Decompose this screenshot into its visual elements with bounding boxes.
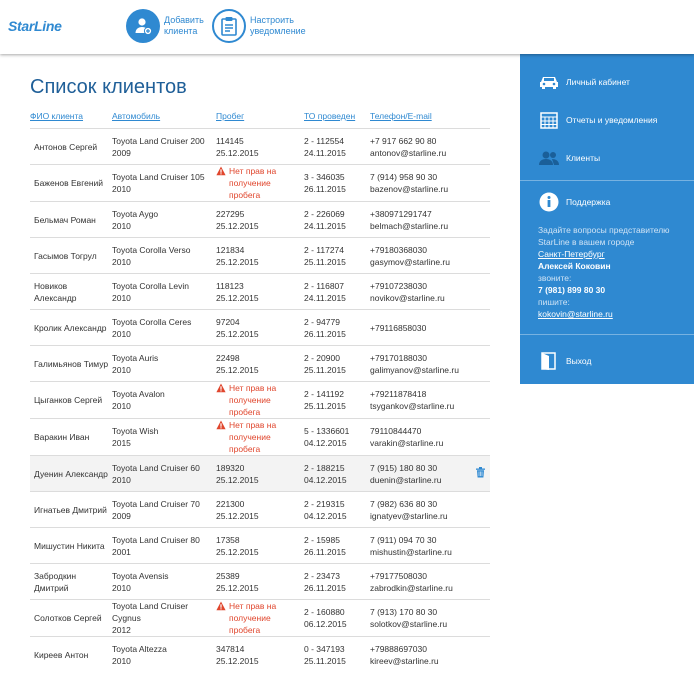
no-rights-warning xyxy=(216,165,304,201)
car-model: Toyota Altezza xyxy=(112,643,167,654)
starline-logo[interactable]: StarLine xyxy=(8,18,62,34)
mileage-date: 25.12.2015 xyxy=(216,147,259,158)
warning-icon xyxy=(216,600,229,614)
client-email: solotkov@starline.ru xyxy=(370,619,448,629)
col-to[interactable]: ТО проведен xyxy=(304,111,356,121)
to-value: 0 - 347193 xyxy=(304,643,345,654)
to-value: 2 - 94779 xyxy=(304,316,340,327)
car-year: 2001 xyxy=(112,546,131,557)
sidebar-cabinet-label: Личный кабинет xyxy=(566,77,630,87)
client-email: ignatyev@starline.ru xyxy=(370,510,448,521)
to-date: 06.12.2015 xyxy=(304,619,347,629)
sidebar-support-label: Поддержка xyxy=(566,197,611,207)
table-row[interactable] xyxy=(30,492,490,528)
to-value: 2 - 141192 xyxy=(304,389,345,399)
sidebar xyxy=(520,54,694,384)
table-row[interactable] xyxy=(30,274,490,310)
client-name: Солотков Сергей xyxy=(34,613,102,623)
client-phone: +79116858030 xyxy=(370,322,427,333)
client-email: antonov@starline.ru xyxy=(370,147,447,158)
mileage-value: 118123 xyxy=(216,280,244,291)
to-value: 2 - 20900 xyxy=(304,352,340,363)
support-call-label: звоните: xyxy=(538,273,572,283)
client-phone: 7 (915) 180 80 30 xyxy=(370,462,438,473)
table-body xyxy=(30,129,490,673)
sidebar-divider xyxy=(520,334,694,335)
client-phone: 79110844470 xyxy=(370,426,422,436)
to-value: 2 - 23473 xyxy=(304,570,340,581)
col-name[interactable]: ФИО клиента xyxy=(30,111,84,121)
support-city-link[interactable]: Санкт-Петербург xyxy=(538,249,605,259)
support-phone: 7 (981) 899 80 30 xyxy=(538,285,606,295)
client-name: Гасымов Тогрул xyxy=(34,250,97,261)
table-row[interactable] xyxy=(30,528,490,564)
to-value: 2 - 160880 xyxy=(304,607,345,617)
warning-icon xyxy=(216,382,229,396)
support-rep-name: Алексей Коковин xyxy=(538,261,611,271)
client-name: Мишустин Никита xyxy=(34,540,105,551)
car-year: 2010 xyxy=(112,474,131,485)
client-phone: 7 (911) 094 70 30 xyxy=(370,534,437,545)
client-email: tsygankov@starline.ru xyxy=(370,401,455,411)
to-date: 04.12.2015 xyxy=(304,510,347,521)
client-name: Дуенин Александр xyxy=(34,468,108,479)
sidebar-reports-label: Отчеты и уведомления xyxy=(566,115,658,125)
client-phone: +79107238030 xyxy=(370,280,427,291)
add-user-icon xyxy=(126,9,160,43)
client-phone: 7 (982) 636 80 30 xyxy=(370,498,438,509)
car-model: Toyota Land Cruiser 60 xyxy=(112,462,200,473)
client-email: gasymov@starline.ru xyxy=(370,256,450,267)
client-phone: +79211878418 xyxy=(370,389,427,399)
col-mileage[interactable]: Пробег xyxy=(216,111,245,121)
no-rights-text: Нет прав на получение пробега xyxy=(229,166,277,200)
table-row[interactable] xyxy=(30,129,490,165)
no-rights-text: Нет прав на получение пробега xyxy=(229,383,277,417)
to-date: 04.12.2015 xyxy=(304,474,347,485)
to-date: 26.11.2015 xyxy=(304,184,346,194)
col-car[interactable]: Автомобиль xyxy=(112,111,161,121)
client-phone: 7 (914) 958 90 30 xyxy=(370,172,438,182)
to-value: 2 - 15985 xyxy=(304,534,340,545)
car-model: Toyota Land Cruiser Cygnus xyxy=(112,601,189,623)
no-rights-text: Нет прав на получение пробега xyxy=(229,601,277,635)
table-row[interactable] xyxy=(30,600,490,637)
support-contact xyxy=(538,224,688,320)
car-model: Toyota Land Cruiser 105 xyxy=(112,172,205,182)
table-row[interactable] xyxy=(30,637,490,673)
to-value: 5 - 1336601 xyxy=(304,426,350,436)
client-phone: +7 917 662 90 80 xyxy=(370,135,437,146)
table-row[interactable] xyxy=(30,382,490,419)
to-date: 25.11.2015 xyxy=(304,364,346,375)
mileage-date: 25.12.2015 xyxy=(216,292,259,303)
clients-table xyxy=(30,110,490,672)
main-content xyxy=(0,54,520,674)
client-name: Антонов Сергей xyxy=(34,141,98,152)
col-contact[interactable]: Телефон/E-mail xyxy=(370,111,432,121)
to-date: 24.11.2015 xyxy=(304,147,346,158)
table-row[interactable] xyxy=(30,419,490,456)
no-rights-warning xyxy=(216,419,304,455)
client-phone: +79180368030 xyxy=(370,244,427,255)
mileage-date: 25.12.2015 xyxy=(216,364,259,375)
table-row[interactable] xyxy=(30,310,490,346)
table-header xyxy=(30,110,490,129)
sidebar-item-logout[interactable] xyxy=(538,351,666,371)
sidebar-logout-label: Выход xyxy=(566,356,592,366)
car-model: Toyota Avensis xyxy=(112,570,169,581)
client-email: zabrodkin@starline.ru xyxy=(370,582,453,593)
car-year: 2010 xyxy=(112,655,131,666)
no-rights-text: Нет прав на получение пробега xyxy=(229,420,277,454)
to-value: 2 - 188215 xyxy=(304,462,345,473)
client-email: novikov@starline.ru xyxy=(370,292,445,303)
car-year: 2010 xyxy=(112,328,131,339)
client-name: Игнатьев Дмитрий xyxy=(34,504,107,515)
add-client-label: Добавить клиента xyxy=(164,15,204,36)
client-name: Галимьянов Тимур xyxy=(34,358,109,369)
to-value: 3 - 346035 xyxy=(304,172,345,182)
car-year: 2010 xyxy=(112,401,131,411)
exit-door-icon xyxy=(538,351,560,371)
add-client-button[interactable] xyxy=(126,9,224,43)
table-row[interactable] xyxy=(30,564,490,600)
support-email-link[interactable]: kokovin@starline.ru xyxy=(538,309,613,319)
mileage-value: 121834 xyxy=(216,244,245,255)
car-year: 2010 xyxy=(112,220,131,231)
car-year: 2010 xyxy=(112,256,131,267)
mileage-value: 114145 xyxy=(216,135,244,146)
mileage-date: 25.12.2015 xyxy=(216,582,259,593)
page-title: Список клиентов xyxy=(30,76,187,98)
mileage-value: 221300 xyxy=(216,498,245,509)
client-name: Новиков Александр xyxy=(34,280,77,303)
mileage-value: 17358 xyxy=(216,534,240,545)
client-name: Баженов Евгений xyxy=(34,178,104,188)
top-header xyxy=(0,0,694,54)
client-phone: +380971291747 xyxy=(370,208,432,219)
car-year: 2010 xyxy=(112,184,131,194)
mileage-value: 347814 xyxy=(216,643,245,654)
client-name: Киреев Антон xyxy=(34,649,89,660)
sidebar-item-clients[interactable] xyxy=(538,148,666,168)
mileage-value: 189320 xyxy=(216,462,245,473)
car-model: Toyota Aygo xyxy=(112,208,159,219)
car-model: Toyota Auris xyxy=(112,352,159,363)
client-name: Цыганков Сергей xyxy=(34,395,103,405)
client-email: galimyanov@starline.ru xyxy=(370,364,459,375)
car-model: Toyota Land Cruiser 70 xyxy=(112,498,200,509)
sidebar-item-support[interactable] xyxy=(538,192,666,212)
to-value: 2 - 117274 xyxy=(304,244,345,255)
to-date: 04.12.2015 xyxy=(304,438,347,448)
sidebar-divider xyxy=(520,180,694,181)
mileage-value: 22498 xyxy=(216,352,240,363)
car-model: Toyota Corolla Ceres xyxy=(112,316,192,327)
table-row[interactable] xyxy=(30,238,490,274)
car-year: 2010 xyxy=(112,364,131,375)
to-date: 25.11.2015 xyxy=(304,401,346,411)
client-email: mishustin@starline.ru xyxy=(370,546,452,557)
to-value: 2 - 219315 xyxy=(304,498,345,509)
car-model: Toyota Land Cruiser 200 xyxy=(112,135,205,146)
car-year: 2010 xyxy=(112,292,131,303)
car-model: Toyota Avalon xyxy=(112,389,165,399)
to-date: 25.11.2015 xyxy=(304,655,346,666)
client-phone: +79170188030 xyxy=(370,352,427,363)
mileage-date: 25.12.2015 xyxy=(216,474,259,485)
clipboard-icon xyxy=(212,9,246,43)
car-year: 2012 xyxy=(112,625,131,635)
mileage-date: 25.12.2015 xyxy=(216,546,259,557)
mileage-date: 25.12.2015 xyxy=(216,328,259,339)
car-model: Toyota Corolla Levin xyxy=(112,280,190,291)
info-icon xyxy=(538,192,560,212)
warning-icon xyxy=(216,419,229,433)
col-actions xyxy=(470,110,490,129)
to-date: 24.11.2015 xyxy=(304,292,346,303)
setup-notification-label: Настроить уведомление xyxy=(250,15,306,36)
sidebar-item-reports[interactable] xyxy=(538,110,666,130)
mileage-value: 97204 xyxy=(216,316,240,327)
table-row[interactable] xyxy=(30,456,490,492)
mileage-date: 25.12.2015 xyxy=(216,220,259,231)
mileage-value: 227295 xyxy=(216,208,245,219)
client-email: duenin@starline.ru xyxy=(370,474,442,485)
to-value: 2 - 112554 xyxy=(304,135,345,146)
to-date: 26.11.2015 xyxy=(304,582,346,593)
sidebar-clients-label: Клиенты xyxy=(566,153,601,163)
mileage-value: 25389 xyxy=(216,570,240,581)
car-year: 2010 xyxy=(112,582,131,593)
table-row[interactable] xyxy=(30,346,490,382)
mileage-date: 25.12.2015 xyxy=(216,256,259,267)
support-intro: Задайте вопросы представителю StarLine в вашем городе xyxy=(538,225,670,247)
to-value: 2 - 116807 xyxy=(304,280,345,291)
car-year: 2009 xyxy=(112,510,131,521)
car-year: 2009 xyxy=(112,147,131,158)
car-model: Toyota Corolla Verso xyxy=(112,244,191,255)
car-model: Toyota Wish xyxy=(112,426,159,436)
car-model: Toyota Land Cruiser 80 xyxy=(112,534,200,545)
setup-notification-button[interactable] xyxy=(212,9,310,43)
calendar-icon xyxy=(538,110,560,130)
users-icon xyxy=(538,148,560,168)
to-date: 25.11.2015 xyxy=(304,256,346,267)
support-write-label: пишите: xyxy=(538,297,570,307)
mileage-date: 25.12.2015 xyxy=(216,510,259,521)
client-phone: +79888697030 xyxy=(370,643,427,654)
to-value: 2 - 226069 xyxy=(304,208,345,219)
client-name: Кролик Александр xyxy=(34,322,107,333)
client-phone: 7 (913) 170 80 30 xyxy=(370,607,438,617)
sidebar-item-cabinet[interactable] xyxy=(538,72,666,92)
client-name: Бельмач Роман xyxy=(34,214,96,225)
client-name: Забродкин Дмитрий xyxy=(34,570,77,593)
mileage-date: 25.12.2015 xyxy=(216,655,259,666)
table-row[interactable] xyxy=(30,202,490,238)
client-email: bazenov@starline.ru xyxy=(370,184,449,194)
to-date: 26.11.2015 xyxy=(304,328,346,339)
warning-icon xyxy=(216,165,229,179)
car-icon xyxy=(538,72,560,92)
client-phone: +79177508030 xyxy=(370,570,427,581)
to-date: 24.11.2015 xyxy=(304,220,346,231)
client-email: belmach@starline.ru xyxy=(370,220,449,231)
client-email: kireev@starline.ru xyxy=(370,655,439,666)
no-rights-warning xyxy=(216,382,304,418)
client-name: Варакин Иван xyxy=(34,432,90,442)
trash-icon[interactable] xyxy=(476,467,485,481)
to-date: 26.11.2015 xyxy=(304,546,346,557)
car-year: 2015 xyxy=(112,438,131,448)
no-rights-warning xyxy=(216,600,304,636)
table-row[interactable] xyxy=(30,165,490,202)
client-email: varakin@starline.ru xyxy=(370,438,444,448)
